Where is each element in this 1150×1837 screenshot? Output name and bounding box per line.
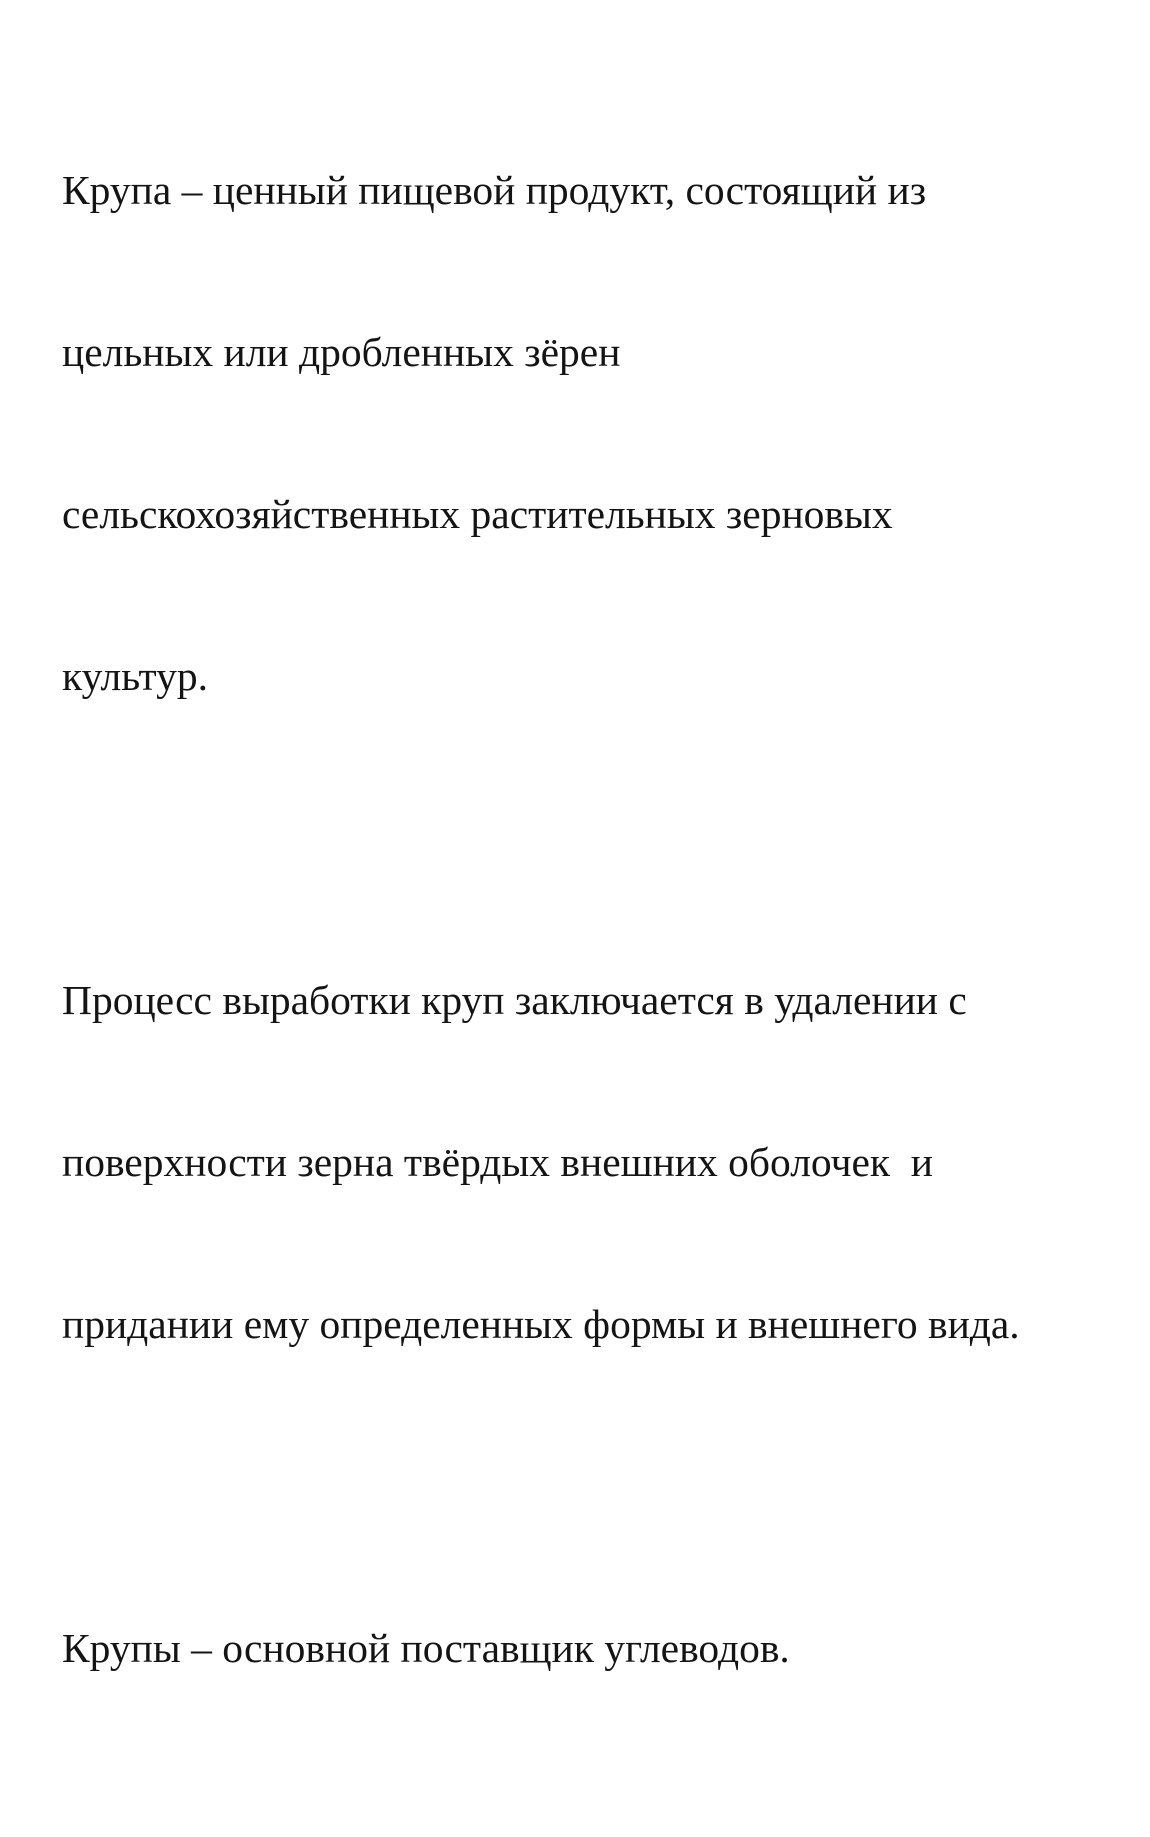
text-line: Крупы – основной поставщик углеводов. [62,1625,790,1671]
text-line: Крупа – ценный пищевой продукт, состоящий из [62,167,927,213]
paragraph-process [62,865,1122,1459]
text-line: цельных или дробленных зёрен [62,329,621,375]
text-line: культур. [62,653,209,699]
paragraph-definition [62,55,1122,811]
text-line: поверхности зерна твёрдых внешних оболочек и [62,1139,933,1185]
paragraph-carbohydrates [62,1513,1122,1783]
text-line: придании ему определенных формы и внешнего вида. [62,1301,1020,1347]
slide-body-text [62,55,1122,1837]
text-line: сельскохозяйственных растительных зерновых [62,491,893,537]
text-line: Процесс выработки круп заключается в удалении с [62,977,967,1023]
